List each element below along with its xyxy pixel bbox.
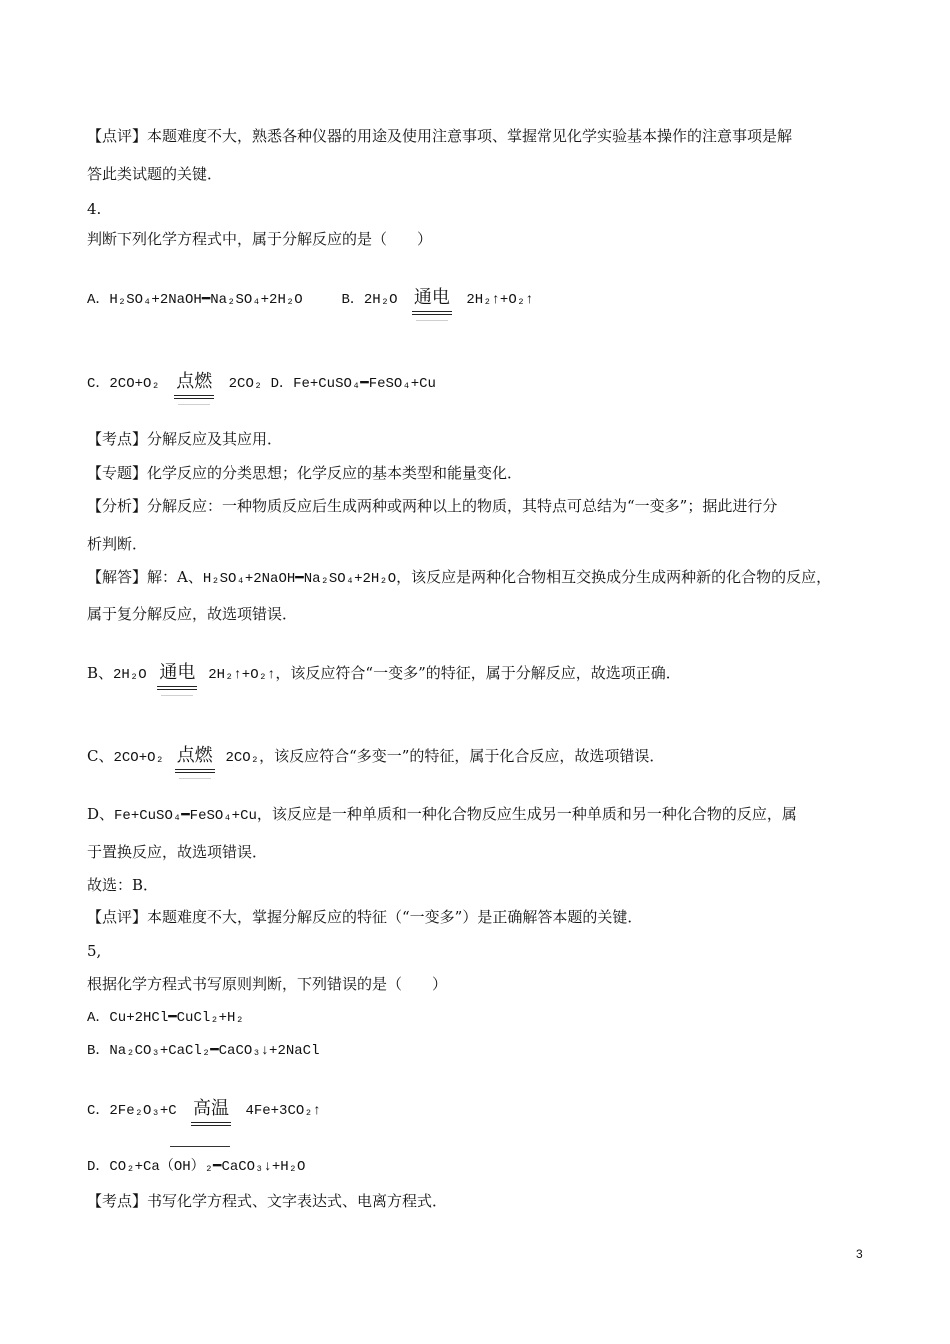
q5-option-a-prefix: A． (87, 1010, 110, 1026)
q4-jieda-b-suffix: ，该反应符合“一变多”的特征，属于分解反应，故选项正确． (275, 664, 681, 682)
q4-option-c-reactant: 2CO+O₂ (109, 376, 160, 392)
q4-jieda-d-equation: Fe+CuSO₄━FeSO₄+Cu (114, 808, 257, 824)
q4-jieda-c-product: 2CO₂ (225, 750, 260, 766)
q4-jieda-d-prefix: D、 (87, 805, 115, 823)
q4-option-c-condition: 点燃 (176, 371, 213, 392)
q4-jieda-c-suffix: ，该反应符合“多变一”的特征，属于化合反应，故选项错误． (259, 747, 665, 765)
q4-number: 4. (87, 200, 102, 218)
q4-kaodian: 【考点】分解反应及其应用． (87, 430, 283, 448)
q4-jieda-a-equation: H₂SO₄+2NaOH━Na₂SO₄+2H₂O (202, 571, 397, 587)
q4-jieda-b-condition: 通电 (159, 662, 196, 683)
q4-fenxi-line2: 析判断． (87, 535, 148, 553)
q5-number: 5, (87, 942, 102, 960)
q4-option-c-prefix: C． (87, 376, 110, 392)
q4-jieda-a-line1 (87, 567, 831, 589)
q5-option-d-prefix: D． (87, 1159, 110, 1175)
q5-option-b-equation: Na₂CO₃+CaCl₂━CaCO₃↓+2NaCl (109, 1043, 320, 1059)
q4-option-b-condition: 通电 (413, 287, 450, 308)
q4-stem: 判断下列化学方程式中，属于分解反应的是（ ） (87, 230, 433, 248)
q3-review-line1: 【点评】本题难度不大，熟悉各种仪器的用途及使用注意事项、掌握常见化学实验基本操作的注意事项是解 (87, 127, 793, 145)
q4-jieda-c-reactant: 2CO+O₂ (113, 750, 164, 766)
q4-jieda-a-prefix: 【解答】解：A、 (87, 568, 203, 586)
q5-stem: 根据化学方程式书写原则判断，下列错误的是（ ） (87, 975, 448, 993)
q4-dianping: 【点评】本题难度不大，掌握分解反应的特征（“一变多”）是正确解答本题的关键． (87, 908, 643, 926)
q4-option-a-equation: H₂SO₄+2NaOH━Na₂SO₄+2H₂O (109, 292, 303, 308)
q5-option-c-prefix: C． (87, 1103, 110, 1119)
q5-option-a-equation: Cu+2HCl━CuCl₂+H₂ (109, 1010, 244, 1026)
q4-option-b-prefix: B． (341, 292, 364, 308)
q4-options-cd (87, 372, 436, 394)
q4-jieda-b-reactant: 2H₂O (113, 667, 147, 683)
q5-option-b (87, 1041, 319, 1061)
q4-fenxi-line1: 【分析】分解反应：一种物质反应后生成两种或两种以上的物质，其特点可总结为“一变多”；据此进行分 (87, 497, 778, 515)
q4-option-b-product: 2H₂↑+O₂↑ (466, 292, 534, 308)
q4-jieda-c-condition: 点燃 (176, 745, 213, 766)
q4-option-b-reactant: 2H₂O (363, 292, 398, 308)
q4-option-d-prefix: D． (270, 376, 294, 392)
q4-jieda-c (87, 746, 664, 768)
q4-jieda-d-suffix: ，该反应是一种单质和一种化合物反应生成另一种单质和另一种化合物的反应，属 (256, 805, 797, 823)
q5-option-b-prefix: B． (87, 1043, 110, 1059)
q4-option-a-prefix: A． (87, 292, 110, 308)
q3-review-line2: 答此类试题的关键． (87, 165, 223, 183)
equation-rule (170, 1146, 230, 1147)
q4-options-ab (87, 288, 534, 310)
q5-option-a (87, 1008, 244, 1028)
q5-option-c (87, 1099, 321, 1121)
q5-option-c-reactant: 2Fe₂O₃+C (109, 1103, 177, 1119)
q4-jieda-a-line2: 属于复分解反应，故选项错误． (87, 605, 298, 623)
q4-jieda-d-line2: 于置换反应，故选项错误． (87, 843, 268, 861)
page-number: 3 (856, 1247, 863, 1261)
q4-jieda-a-suffix: ，该反应是两种化合物相互交换成分生成两种新的化合物的反应， (396, 568, 832, 586)
q5-option-d (87, 1157, 305, 1177)
q5-option-c-condition: 高温 (193, 1098, 230, 1119)
q5-option-d-equation: CO₂+Ca（OH）₂━CaCO₃↓+H₂O (109, 1159, 306, 1175)
q4-answer: 故选：B． (87, 876, 159, 894)
q4-jieda-b-prefix: B、 (87, 664, 114, 682)
q4-option-d-equation: Fe+CuSO₄━FeSO₄+Cu (293, 376, 436, 392)
q4-jieda-d-line1 (87, 804, 797, 826)
q5-option-c-product: 4Fe+3CO₂↑ (245, 1103, 322, 1119)
q4-jieda-b-product: 2H₂↑+O₂↑ (208, 667, 276, 683)
q4-jieda-b (87, 663, 681, 685)
q4-zhuanti: 【专题】化学反应的分类思想；化学反应的基本类型和能量变化． (87, 464, 523, 482)
q4-jieda-c-prefix: C、 (87, 747, 114, 765)
q5-kaodian: 【考点】书写化学方程式、文字表达式、电离方程式． (87, 1192, 448, 1210)
q4-option-c-product: 2CO₂ (228, 376, 263, 392)
